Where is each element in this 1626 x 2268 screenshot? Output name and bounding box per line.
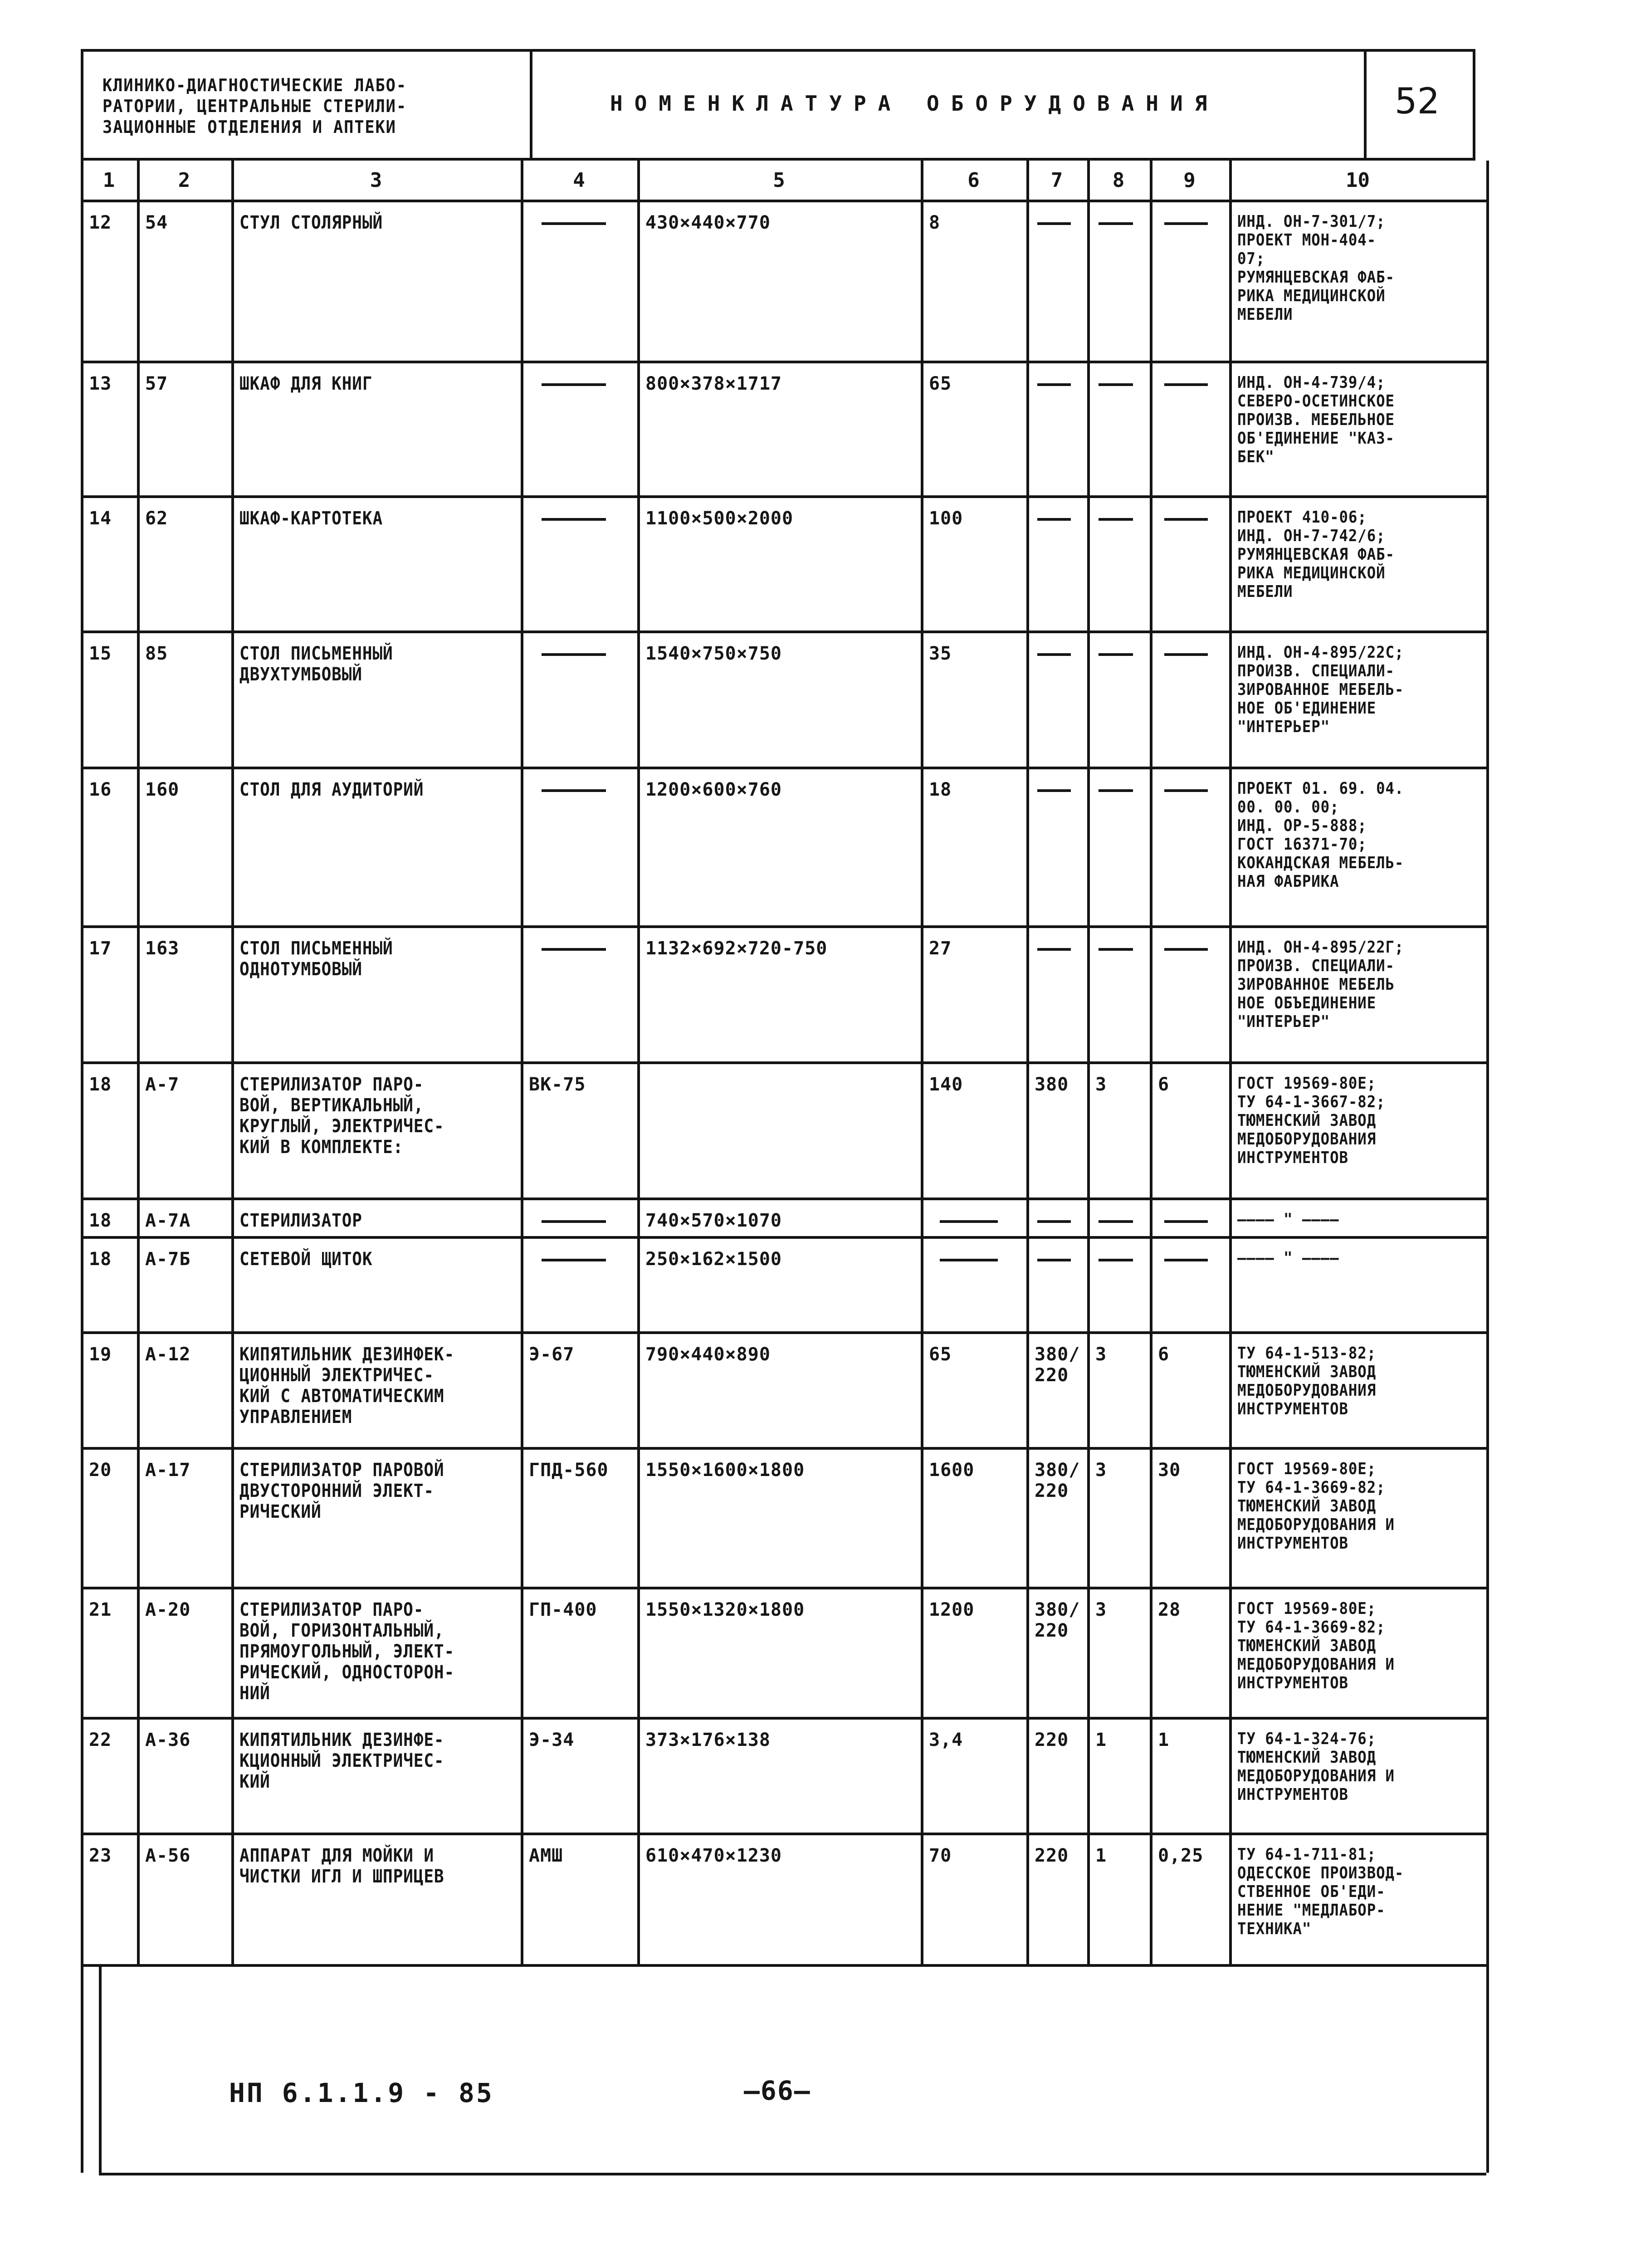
row-number-cell: 22 xyxy=(89,1730,112,1750)
power-cell: 0,25 xyxy=(1158,1845,1204,1866)
voltage-dash xyxy=(1037,383,1071,386)
row-number-cell: 12 xyxy=(89,212,112,233)
row-separator-line xyxy=(81,1198,1486,1200)
row-separator-line xyxy=(81,1061,1486,1064)
row-number-cell: 21 xyxy=(89,1599,112,1620)
column-line xyxy=(231,161,234,1964)
frame-left-line xyxy=(99,1964,102,2173)
weight-cell: 27 xyxy=(929,938,952,959)
phases-cell: 1 xyxy=(1095,1730,1107,1750)
notes-cell: ПРОЕКТ 01. 69. 04. 00. 00. 00; ИНД. ОР-5-888; ГОСТ 16371-70; КОКАНДСКАЯ МЕБЕЛЬ- НАЯ ФАБРИКА xyxy=(1237,779,1404,891)
column-line xyxy=(1026,161,1029,1964)
phases-dash xyxy=(1099,1220,1133,1223)
column-line xyxy=(137,161,140,1964)
column-header-2: 2 xyxy=(178,169,190,192)
dimensions-cell: 373×176×138 xyxy=(645,1730,771,1750)
voltage-dash xyxy=(1037,222,1071,225)
phases-cell: 3 xyxy=(1095,1344,1107,1365)
dimensions-cell: 790×440×890 xyxy=(645,1344,771,1365)
item-name-cell: СТОЛ ПИСЬМЕННЫЙ ОДНОТУМБОВЫЙ xyxy=(239,938,393,980)
row-separator-line xyxy=(81,767,1486,769)
organization-label: КЛИНИКО-ДИАГНОСТИЧЕСКИЕ ЛАБО- РАТОРИИ, ЦЕНТРАЛЬНЫЕ СТЕРИЛИ- ЗАЦИОННЫЕ ОТДЕЛЕНИЯ И АПТЕКИ xyxy=(103,75,407,137)
row-separator-line xyxy=(81,1964,1486,1967)
phases-cell: 3 xyxy=(1095,1074,1107,1095)
item-code-cell: А-20 xyxy=(145,1599,191,1620)
item-code-cell: А-56 xyxy=(145,1845,191,1866)
power-dash xyxy=(1164,1259,1208,1261)
header-divider-1 xyxy=(530,49,532,161)
item-type-cell: Э-67 xyxy=(529,1344,575,1365)
item-type-dash xyxy=(542,1220,605,1223)
item-name-cell: СТЕРИЛИЗАТОР ПАРОВОЙ ДВУСТОРОННИЙ ЭЛЕКТ- РИЧЕСКИЙ xyxy=(239,1460,444,1522)
row-separator-line xyxy=(81,1717,1486,1720)
weight-cell: 65 xyxy=(929,373,952,394)
row-number-cell: 14 xyxy=(89,508,112,529)
power-dash xyxy=(1164,789,1208,792)
column-header-7: 7 xyxy=(1050,169,1063,192)
voltage-cell: 220 xyxy=(1035,1730,1069,1750)
voltage-dash xyxy=(1037,1259,1071,1261)
weight-cell: 70 xyxy=(929,1845,952,1866)
notes-cell: ГОСТ 19569-80Е; ТУ 64-1-3669-82; ТЮМЕНСКИЙ ЗАВОД МЕДОБОРУДОВАНИЯ И ИНСТРУМЕНТОВ xyxy=(1237,1599,1395,1692)
row-separator-line xyxy=(81,1587,1486,1589)
item-code-cell: 163 xyxy=(145,938,180,959)
column-header-3: 3 xyxy=(370,169,382,192)
item-name-cell: СТУЛ СТОЛЯРНЫЙ xyxy=(239,212,383,233)
notes-cell: ГОСТ 19569-80Е; ТУ 64-1-3667-82; ТЮМЕНСКИЙ ЗАВОД МЕДОБОРУДОВАНИЯ ИНСТРУМЕНТОВ xyxy=(1237,1074,1386,1167)
row-number-cell: 13 xyxy=(89,373,112,394)
power-cell: 6 xyxy=(1158,1074,1170,1095)
notes-cell: ИНД. ОН-4-739/4; СЕВЕРО-ОСЕТИНСКОЕ ПРОИЗВ. МЕБЕЛЬНОЕ ОБ'ЕДИНЕНИЕ "КАЗ- БЕК" xyxy=(1237,373,1395,466)
column-header-1: 1 xyxy=(103,169,115,192)
item-name-cell: СТЕРИЛИЗАТОР ПАРО- ВОЙ, ВЕРТИКАЛЬНЫЙ, КРУГЛЫЙ, ЭЛЕКТРИЧЕС- КИЙ В КОМПЛЕКТЕ: xyxy=(239,1074,444,1158)
voltage-dash xyxy=(1037,518,1071,521)
dimensions-cell: 1100×500×2000 xyxy=(645,508,794,529)
row-separator-line xyxy=(81,1447,1486,1450)
notes-cell: ГОСТ 19569-80Е; ТУ 64-1-3669-82; ТЮМЕНСКИЙ ЗАВОД МЕДОБОРУДОВАНИЯ И ИНСТРУМЕНТОВ xyxy=(1237,1460,1395,1553)
row-number-cell: 19 xyxy=(89,1344,112,1365)
voltage-cell: 380/ 220 xyxy=(1035,1599,1080,1641)
voltage-dash xyxy=(1037,653,1071,656)
power-dash xyxy=(1164,948,1208,951)
dimensions-cell: 1540×750×750 xyxy=(645,643,782,664)
row-number-cell: 16 xyxy=(89,779,112,800)
row-number-cell: 18 xyxy=(89,1210,112,1231)
row-separator-line xyxy=(81,1833,1486,1835)
weight-cell: 35 xyxy=(929,643,952,664)
column-line xyxy=(1087,161,1090,1964)
row-number-cell: 20 xyxy=(89,1460,112,1481)
notes-cell: ПРОЕКТ 410-06; ИНД. ОН-7-742/6; РУМЯНЦЕВСКАЯ ФАБ- РИКА МЕДИЦИНСКОЙ МЕБЕЛИ xyxy=(1237,508,1395,601)
item-type-dash xyxy=(542,948,605,951)
item-code-cell: А-7А xyxy=(145,1210,191,1231)
voltage-dash xyxy=(1037,948,1071,951)
item-name-cell: ШКАФ-КАРТОТЕКА xyxy=(239,508,383,529)
item-code-cell: А-36 xyxy=(145,1730,191,1750)
weight-cell: 140 xyxy=(929,1074,963,1095)
power-cell: 30 xyxy=(1158,1460,1181,1481)
weight-cell: 18 xyxy=(929,779,952,800)
column-line xyxy=(1229,161,1232,1964)
row-separator-line xyxy=(81,495,1486,498)
notes-cell: ТУ 64-1-513-82; ТЮМЕНСКИЙ ЗАВОД МЕДОБОРУДОВАНИЯ ИНСТРУМЕНТОВ xyxy=(1237,1344,1377,1418)
phases-dash xyxy=(1099,948,1133,951)
row-number-cell: 23 xyxy=(89,1845,112,1866)
item-type-dash xyxy=(542,383,605,386)
weight-cell: 1200 xyxy=(929,1599,975,1620)
item-name-cell: СТЕРИЛИЗАТОР ПАРО- ВОЙ, ГОРИЗОНТАЛЬНЫЙ, ПРЯМОУГОЛЬНЫЙ, ЭЛЕКТ- РИЧЕСКИЙ, ОДНОСТОРОН- НИЙ xyxy=(239,1599,455,1704)
voltage-cell: 380/ 220 xyxy=(1035,1344,1080,1386)
column-line xyxy=(1150,161,1152,1964)
frame-right-line xyxy=(1486,1964,1489,2173)
dimensions-cell: 1550×1320×1800 xyxy=(645,1599,805,1620)
item-code-cell: А-7 xyxy=(145,1074,180,1095)
power-dash xyxy=(1164,653,1208,656)
notes-cell: ТУ 64-1-324-76; ТЮМЕНСКИЙ ЗАВОД МЕДОБОРУДОВАНИЯ И ИНСТРУМЕНТОВ xyxy=(1237,1730,1395,1804)
phases-dash xyxy=(1099,789,1133,792)
item-code-cell: А-17 xyxy=(145,1460,191,1481)
column-line xyxy=(1486,161,1489,1964)
item-type-dash xyxy=(542,1259,605,1261)
row-separator-line xyxy=(81,631,1486,633)
item-type-dash xyxy=(542,222,605,225)
column-line xyxy=(521,161,523,1964)
dimensions-cell: 800×378×1717 xyxy=(645,373,782,394)
column-header-10: 10 xyxy=(1346,169,1370,192)
weight-cell: 3,4 xyxy=(929,1730,963,1750)
item-name-cell: СТЕРИЛИЗАТОР xyxy=(239,1210,362,1231)
item-type-dash xyxy=(542,518,605,521)
column-line xyxy=(921,161,923,1964)
page-number: —66— xyxy=(744,2075,811,2106)
dimensions-cell: 250×162×1500 xyxy=(645,1249,782,1270)
phases-cell: 1 xyxy=(1095,1845,1107,1866)
row-number-cell: 15 xyxy=(89,643,112,664)
frame-bottom-line xyxy=(99,2173,1486,2175)
power-dash xyxy=(1164,518,1208,521)
row-separator-line xyxy=(81,925,1486,928)
item-code-cell: 57 xyxy=(145,373,168,394)
phases-cell: 3 xyxy=(1095,1460,1107,1481)
phases-cell: 3 xyxy=(1095,1599,1107,1620)
header-divider-2 xyxy=(1364,49,1367,161)
voltage-cell: 220 xyxy=(1035,1845,1069,1866)
item-code-cell: 54 xyxy=(145,212,168,233)
item-type-cell: ВК-75 xyxy=(529,1074,586,1095)
document-title: НОМЕНКЛАТУРА ОБОРУДОВАНИЯ xyxy=(610,91,1219,116)
notes-cell: ИНД. ОН-7-301/7; ПРОЕКТ МОН-404- 07; РУМЯНЦЕВСКАЯ ФАБ- РИКА МЕДИЦИНСКОЙ МЕБЕЛИ xyxy=(1237,212,1395,324)
column-header-bottom-line xyxy=(81,200,1486,202)
row-separator-line xyxy=(81,1236,1486,1239)
sheet-number: 52 xyxy=(1395,81,1440,122)
power-cell: 6 xyxy=(1158,1344,1170,1365)
voltage-cell: 380 xyxy=(1035,1074,1069,1095)
item-type-cell: АМШ xyxy=(529,1845,563,1866)
item-code-cell: А-7Б xyxy=(145,1249,191,1270)
row-number-cell: 17 xyxy=(89,938,112,959)
dimensions-cell: 1132×692×720-750 xyxy=(645,938,828,959)
item-name-cell: СТОЛ ПИСЬМЕННЫЙ ДВУХТУМБОВЫЙ xyxy=(239,643,393,685)
dimensions-cell: 430×440×770 xyxy=(645,212,771,233)
item-code-cell: 85 xyxy=(145,643,168,664)
item-name-cell: СТОЛ ДЛЯ АУДИТОРИЙ xyxy=(239,779,424,800)
row-number-cell: 18 xyxy=(89,1249,112,1270)
weight-cell: 8 xyxy=(929,212,941,233)
item-name-cell: КИПЯТИЛЬНИК ДЕЗИНФЕ- КЦИОННЫЙ ЭЛЕКТРИЧЕС- КИЙ xyxy=(239,1730,444,1792)
item-type-dash xyxy=(542,789,605,792)
column-header-9: 9 xyxy=(1183,169,1196,192)
notes-cell: ———— " ———— xyxy=(1237,1249,1339,1267)
column-line xyxy=(81,161,83,2173)
notes-cell: ИНД. ОН-4-895/22Г; ПРОИЗВ. СПЕЦИАЛИ- ЗИРОВАННОЕ МЕБЕЛЬ НОЕ ОБЪЕДИНЕНИЕ "ИНТЕРЬЕР" xyxy=(1237,938,1404,1031)
row-separator-line xyxy=(81,361,1486,363)
voltage-cell: 380/ 220 xyxy=(1035,1460,1080,1501)
item-type-dash xyxy=(542,653,605,656)
weight-dash xyxy=(940,1220,998,1223)
column-header-4: 4 xyxy=(573,169,585,192)
header-right-border xyxy=(1473,49,1475,161)
weight-dash xyxy=(940,1259,998,1261)
power-dash xyxy=(1164,383,1208,386)
column-header-8: 8 xyxy=(1112,169,1125,192)
dimensions-cell: 740×570×1070 xyxy=(645,1210,782,1231)
dimensions-cell: 1200×600×760 xyxy=(645,779,782,800)
phases-dash xyxy=(1099,222,1133,225)
item-code-cell: 160 xyxy=(145,779,180,800)
voltage-dash xyxy=(1037,789,1071,792)
power-cell: 1 xyxy=(1158,1730,1170,1750)
column-header-6: 6 xyxy=(967,169,980,192)
weight-cell: 65 xyxy=(929,1344,952,1365)
notes-cell: ТУ 64-1-711-81; ОДЕССКОЕ ПРОИЗВОД- СТВЕННОЕ ОБ'ЕДИ- НЕНИЕ "МЕДЛАБОР- ТЕХНИКА" xyxy=(1237,1845,1404,1938)
notes-cell: ———— " ———— xyxy=(1237,1210,1339,1229)
item-name-cell: КИПЯТИЛЬНИК ДЕЗИНФЕК- ЦИОННЫЙ ЭЛЕКТРИЧЕС- КИЙ С АВТОМАТИЧЕСКИМ УПРАВЛЕНИЕМ xyxy=(239,1344,455,1427)
column-header-5: 5 xyxy=(773,169,785,192)
item-code-cell: А-12 xyxy=(145,1344,191,1365)
header-top-border xyxy=(81,49,1475,52)
weight-cell: 1600 xyxy=(929,1460,975,1481)
row-number-cell: 18 xyxy=(89,1074,112,1095)
phases-dash xyxy=(1099,383,1133,386)
voltage-dash xyxy=(1037,1220,1071,1223)
power-dash xyxy=(1164,222,1208,225)
document-code: НП 6.1.1.9 - 85 xyxy=(229,2077,494,2108)
dimensions-cell: 610×470×1230 xyxy=(645,1845,782,1866)
notes-cell: ИНД. ОН-4-895/22С; ПРОИЗВ. СПЕЦИАЛИ- ЗИРОВАННОЕ МЕБЕЛЬ- НОЕ ОБ'ЕДИНЕНИЕ "ИНТЕРЬЕР" xyxy=(1237,643,1404,736)
item-type-cell: Э-34 xyxy=(529,1730,575,1750)
phases-dash xyxy=(1099,518,1133,521)
column-line xyxy=(637,161,640,1964)
dimensions-cell: 1550×1600×1800 xyxy=(645,1460,805,1481)
power-dash xyxy=(1164,1220,1208,1223)
weight-cell: 100 xyxy=(929,508,963,529)
phases-dash xyxy=(1099,653,1133,656)
item-code-cell: 62 xyxy=(145,508,168,529)
item-type-cell: ГПД-560 xyxy=(529,1460,609,1481)
header-left-border xyxy=(81,49,83,161)
item-type-cell: ГП-400 xyxy=(529,1599,597,1620)
item-name-cell: ШКАФ ДЛЯ КНИГ xyxy=(239,373,373,394)
item-name-cell: АППАРАТ ДЛЯ МОЙКИ И ЧИСТКИ ИГЛ И ШПРИЦЕВ xyxy=(239,1845,444,1887)
phases-dash xyxy=(1099,1259,1133,1261)
power-cell: 28 xyxy=(1158,1599,1181,1620)
row-separator-line xyxy=(81,1331,1486,1334)
header-bottom-border xyxy=(81,158,1475,161)
item-name-cell: СЕТЕВОЙ ЩИТОК xyxy=(239,1249,373,1270)
